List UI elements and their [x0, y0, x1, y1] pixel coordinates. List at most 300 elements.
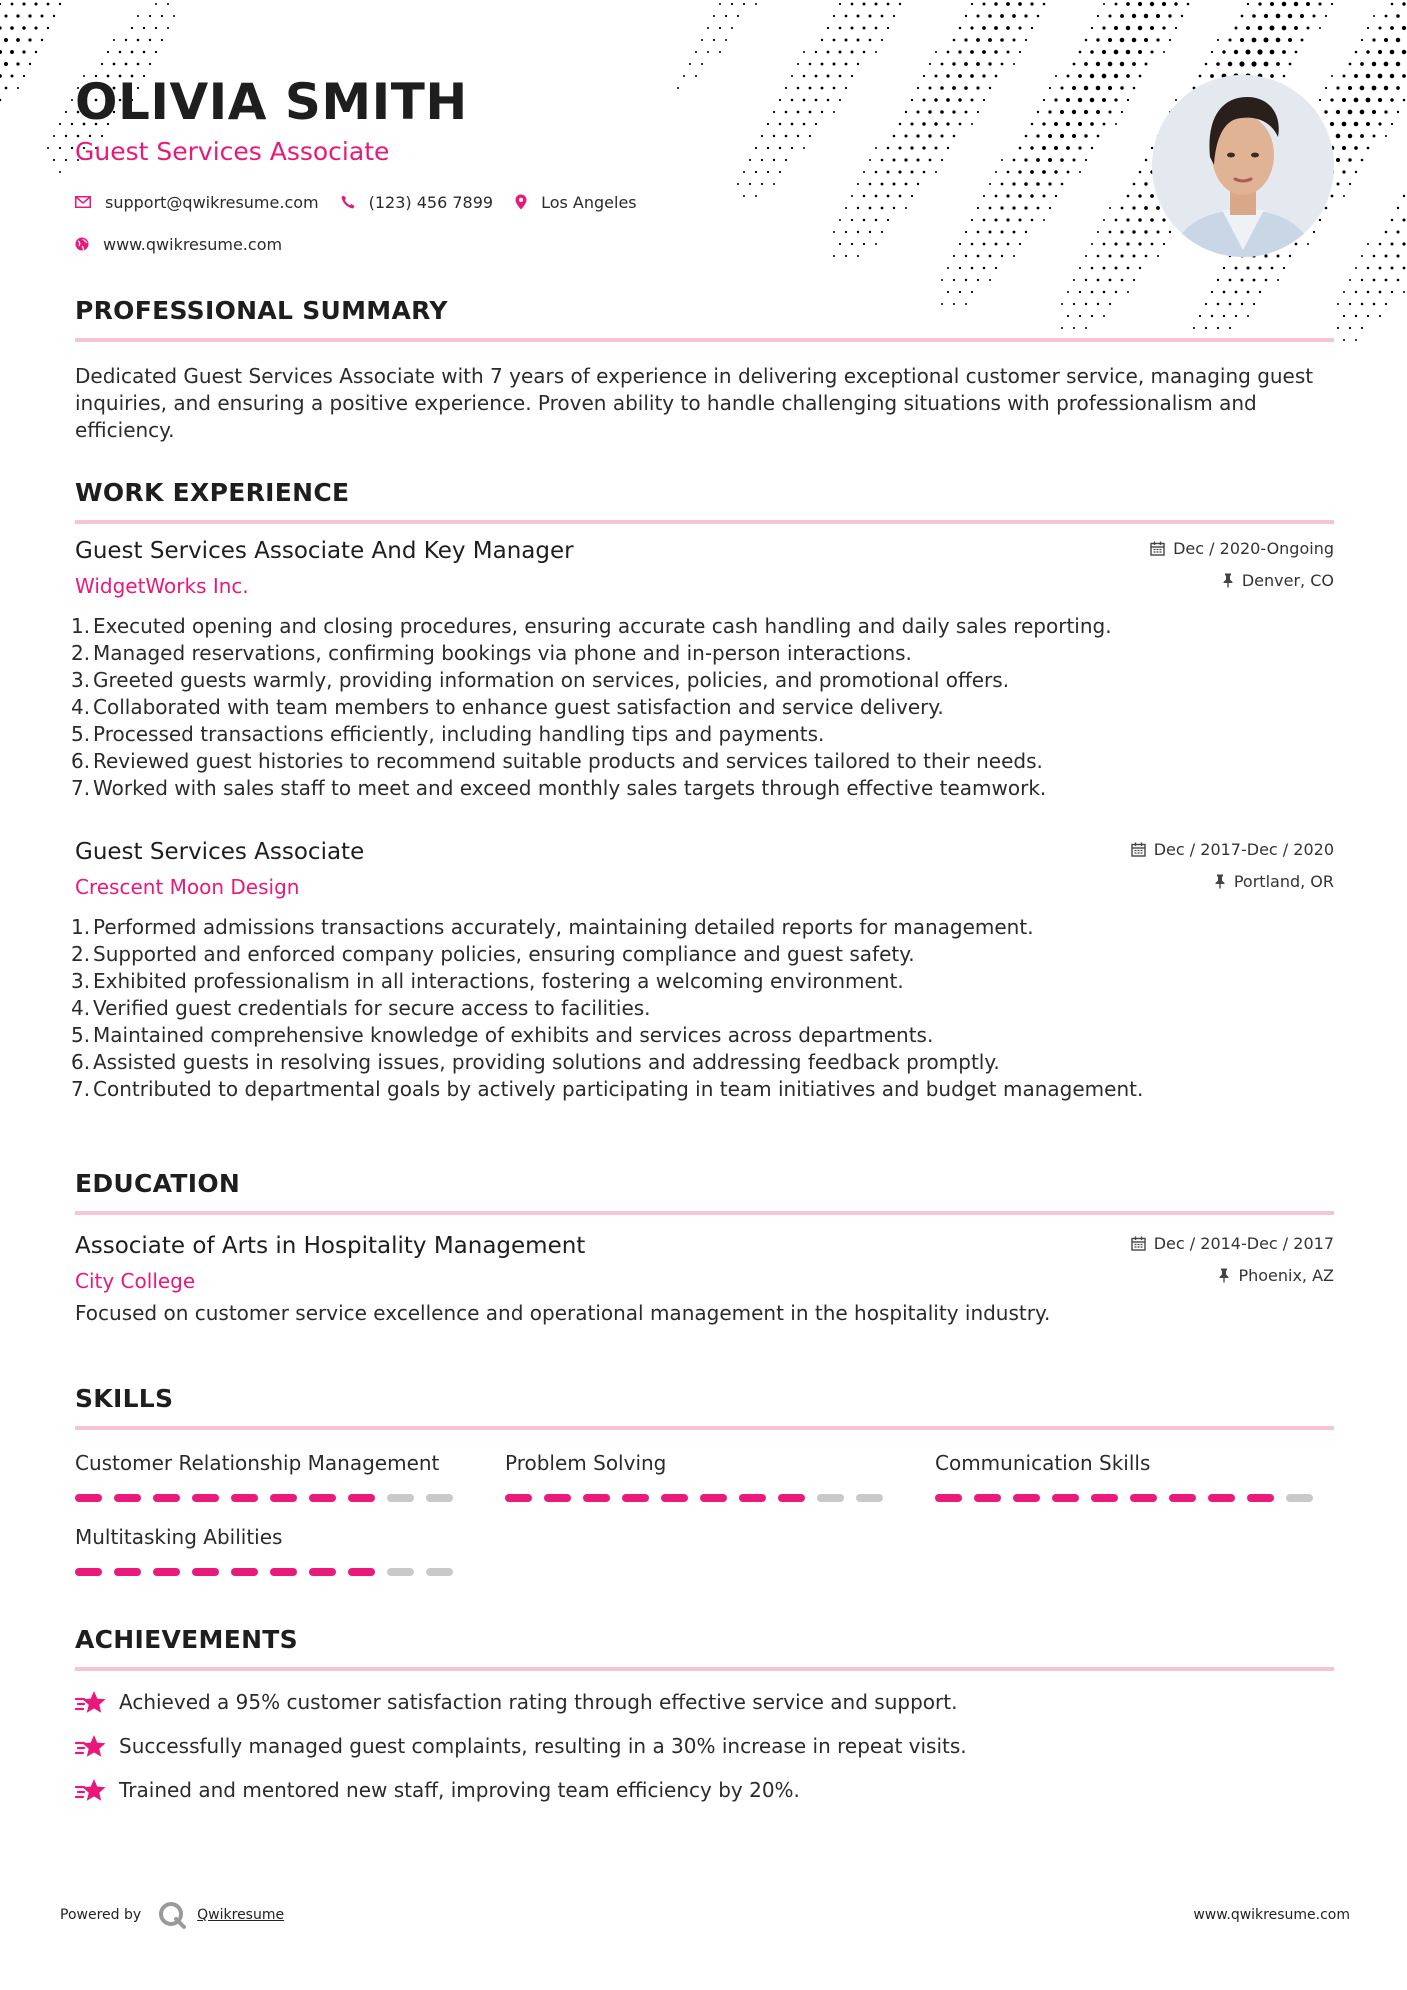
job-dates: Dec / 2020-Ongoing — [1173, 538, 1334, 558]
halftone-dot — [1132, 230, 1135, 233]
halftone-dot — [1133, 279, 1135, 281]
duty-text: Supported and enforced company policies, ensuring compliance and guest safety. — [93, 942, 915, 966]
halftone-dot — [1163, 243, 1165, 245]
halftone-dot — [982, 26, 986, 30]
skills-grid — [75, 1450, 1334, 1576]
halftone-dot — [1120, 254, 1123, 257]
halftone-dot — [41, 15, 44, 18]
duty-item — [71, 995, 1334, 1022]
halftone-dot — [1402, 50, 1406, 54]
duty-item — [71, 1049, 1334, 1076]
halftone-dot — [1139, 267, 1141, 269]
qwikresume-logo-icon — [157, 1900, 187, 1930]
halftone-dot — [1211, 51, 1213, 53]
website-text: www.qwikresume.com — [103, 234, 283, 254]
halftone-dot — [1337, 327, 1339, 329]
halftone-dot — [707, 27, 709, 29]
halftone-dot — [1397, 207, 1399, 209]
halftone-dot — [119, 51, 122, 54]
halftone-dot — [1360, 86, 1365, 91]
halftone-dot — [1031, 27, 1033, 29]
halftone-dot — [1294, 26, 1298, 30]
halftone-dot — [965, 279, 967, 281]
halftone-dot — [1252, 38, 1257, 43]
halftone-dot — [0, 26, 2, 29]
halftone-dot — [1114, 50, 1119, 55]
halftone-dot — [1288, 38, 1292, 42]
halftone-dot — [59, 171, 61, 173]
halftone-dot — [0, 50, 2, 54]
halftone-dot — [16, 38, 20, 42]
halftone-dot — [1030, 2, 1033, 5]
halftone-dot — [1150, 26, 1154, 30]
education-entry — [75, 1231, 1334, 1327]
skill-level-segment — [974, 1494, 1001, 1502]
halftone-dot — [125, 63, 128, 66]
duty-number: 1. — [71, 614, 91, 638]
skill-level-segment — [700, 1494, 727, 1502]
halftone-dot — [1097, 135, 1100, 138]
halftone-dot — [701, 39, 703, 41]
halftone-dot — [839, 3, 841, 5]
halftone-dot — [1097, 279, 1100, 282]
halftone-dot — [1282, 50, 1286, 54]
halftone-dot — [1127, 291, 1129, 293]
halftone-dot — [1001, 63, 1004, 66]
halftone-dot — [1114, 74, 1118, 78]
halftone-dot — [833, 63, 836, 66]
halftone-dot — [167, 27, 169, 29]
halftone-dot — [1372, 110, 1376, 114]
halftone-dot — [1361, 327, 1363, 329]
globe-icon — [75, 237, 89, 251]
job-dates: Dec / 2017-Dec / 2020 — [1153, 839, 1334, 859]
halftone-dot — [149, 63, 151, 65]
halftone-dot — [959, 291, 961, 293]
halftone-dot — [1138, 218, 1142, 222]
halftone-dot — [875, 3, 878, 6]
halftone-dot — [65, 135, 67, 137]
halftone-dot — [1169, 231, 1171, 233]
halftone-dot — [1282, 2, 1287, 7]
skill-level-bar — [75, 1568, 505, 1576]
duty-number: 2. — [71, 942, 91, 966]
halftone-dot — [1211, 291, 1213, 293]
halftone-dot — [1355, 339, 1357, 341]
skill-level-bar — [75, 1494, 505, 1502]
skill-level-segment — [270, 1568, 297, 1576]
halftone-dot — [1319, 27, 1321, 29]
skill-level-segment — [426, 1494, 453, 1502]
duty-item — [71, 667, 1334, 694]
halftone-dot — [947, 291, 949, 293]
halftone-dot — [1349, 303, 1351, 305]
duty-number: 6. — [71, 1050, 91, 1074]
duty-text: Reviewed guest histories to recommend suitable products and services tailored to their needs. — [93, 749, 1043, 773]
halftone-dot — [5, 87, 8, 90]
skill-level-segment — [739, 1494, 766, 1502]
halftone-dot — [1403, 99, 1406, 102]
candidate-title: Guest Services Associate — [75, 137, 390, 166]
halftone-dot — [1102, 74, 1107, 79]
skill-level-segment — [856, 1494, 883, 1502]
halftone-dot — [1348, 110, 1353, 115]
achievements-heading: ACHIEVEMENTS — [75, 1625, 298, 1654]
halftone-dot — [1115, 123, 1117, 125]
halftone-dot — [1109, 279, 1112, 282]
halftone-dot — [971, 3, 973, 5]
halftone-dot — [1348, 158, 1351, 161]
halftone-dot — [1245, 49, 1250, 54]
halftone-dot — [1210, 74, 1214, 78]
halftone-dot — [1396, 14, 1400, 18]
halftone-dot — [994, 26, 998, 30]
halftone-dot — [821, 63, 824, 66]
skill-level-segment — [75, 1494, 102, 1502]
halftone-dot — [1337, 303, 1339, 305]
halftone-dot — [851, 27, 854, 30]
skill-level-segment — [348, 1494, 375, 1502]
achievement-item — [75, 1777, 1334, 1804]
halftone-dot — [1079, 171, 1081, 173]
halftone-dot — [28, 38, 31, 41]
achievement-item — [75, 1689, 1334, 1716]
halftone-dot — [1150, 50, 1153, 53]
skill-item — [935, 1450, 1334, 1502]
halftone-dot — [34, 26, 37, 29]
halftone-dot — [1151, 243, 1154, 246]
halftone-dot — [1144, 230, 1147, 233]
halftone-dot — [1246, 266, 1249, 269]
brand-link[interactable]: Qwikresume — [197, 1907, 285, 1923]
halftone-dot — [143, 27, 145, 29]
contact-email[interactable] — [75, 193, 319, 212]
halftone-dot — [1126, 218, 1129, 221]
halftone-dot — [1018, 2, 1022, 6]
halftone-dot — [845, 63, 848, 66]
halftone-dot — [1084, 86, 1088, 90]
halftone-dot — [1019, 51, 1021, 53]
skill-level-segment — [622, 1494, 649, 1502]
halftone-dot — [34, 2, 37, 5]
halftone-dot — [17, 87, 19, 89]
skill-level-segment — [661, 1494, 688, 1502]
pushpin-icon — [1218, 1268, 1230, 1283]
halftone-dot — [1396, 254, 1399, 257]
halftone-dot — [1265, 279, 1268, 282]
halftone-dot — [970, 26, 973, 29]
halftone-dot — [1385, 255, 1388, 258]
halftone-dot — [875, 51, 877, 53]
halftone-dot — [1271, 267, 1274, 270]
halftone-dot — [1259, 291, 1261, 293]
halftone-dot — [827, 27, 829, 29]
halftone-dot — [107, 51, 109, 53]
halftone-dot — [1097, 231, 1099, 233]
education-location: Phoenix, AZ — [1238, 1265, 1334, 1285]
halftone-dot — [899, 3, 901, 5]
halftone-dot — [976, 62, 980, 66]
halftone-dot — [1079, 51, 1082, 54]
contact-website[interactable] — [75, 235, 282, 254]
halftone-dot — [1276, 62, 1280, 66]
halftone-dot — [1091, 147, 1093, 149]
duty-item — [71, 968, 1334, 995]
halftone-dot — [1355, 315, 1357, 317]
halftone-dot — [1126, 26, 1131, 31]
halftone-dot — [1385, 135, 1387, 137]
halftone-dot — [1073, 279, 1075, 281]
halftone-dot — [965, 15, 967, 17]
halftone-dot — [1000, 14, 1004, 18]
footer-website[interactable]: www.qwikresume.com — [1193, 1907, 1350, 1923]
duty-item — [71, 914, 1334, 941]
halftone-dot — [1018, 26, 1021, 29]
section-divider — [75, 1211, 1334, 1215]
halftone-dot — [1349, 63, 1352, 66]
halftone-dot — [65, 159, 67, 161]
halftone-dot — [893, 15, 895, 17]
halftone-dot — [1301, 39, 1304, 42]
achievement-item — [75, 1733, 1334, 1760]
halftone-dot — [4, 62, 8, 66]
halftone-dot — [1109, 207, 1111, 209]
halftone-dot — [1132, 14, 1136, 18]
halftone-dot — [1108, 38, 1112, 42]
halftone-dot — [976, 14, 979, 17]
halftone-dot — [1138, 2, 1142, 6]
halftone-dot — [1361, 303, 1364, 306]
halftone-dot — [1319, 99, 1321, 101]
halftone-dot — [1379, 291, 1382, 294]
duty-text: Performed admissions transactions accurately, maintaining detailed reports for management. — [93, 915, 1034, 939]
halftone-dot — [161, 39, 163, 41]
duty-text: Assisted guests in resolving issues, providing solutions and addressing feedback promptly. — [93, 1050, 1000, 1074]
halftone-dot — [1282, 26, 1287, 31]
contact-row — [75, 190, 1075, 214]
halftone-dot — [35, 51, 37, 53]
halftone-dot — [131, 27, 133, 29]
halftone-dot — [1343, 75, 1346, 78]
pushpin-icon — [1214, 874, 1226, 889]
duty-number: 7. — [71, 776, 91, 800]
halftone-dot — [1235, 27, 1238, 30]
halftone-dot — [155, 27, 157, 29]
duty-text: Collaborated with team members to enhance guest satisfaction and service delivery. — [93, 695, 944, 719]
halftone-dot — [1342, 146, 1346, 150]
halftone-dot — [1120, 230, 1123, 233]
halftone-dot — [71, 99, 73, 101]
halftone-dot — [941, 63, 944, 66]
job-entry — [71, 837, 1334, 1103]
halftone-dot — [803, 51, 805, 53]
halftone-dot — [1216, 62, 1220, 66]
halftone-dot — [1264, 14, 1268, 18]
powered-by — [60, 1900, 284, 1930]
halftone-dot — [1181, 15, 1183, 17]
halftone-dot — [4, 38, 8, 42]
profile-photo — [1152, 75, 1334, 257]
halftone-dot — [1108, 86, 1112, 90]
halftone-dot — [1162, 2, 1166, 6]
halftone-dot — [1103, 291, 1106, 294]
halftone-dot — [1331, 3, 1333, 5]
halftone-dot — [719, 27, 721, 29]
halftone-dot — [1223, 291, 1226, 294]
halftone-dot — [994, 50, 998, 54]
skill-level-segment — [1130, 1494, 1157, 1502]
halftone-dot — [1366, 50, 1370, 54]
halftone-dot — [1144, 206, 1148, 210]
halftone-dot — [1150, 218, 1154, 222]
halftone-dot — [1397, 111, 1399, 113]
halftone-dot — [1295, 51, 1298, 54]
halftone-dot — [1336, 158, 1340, 162]
halftone-dot — [1127, 195, 1130, 198]
contact-phone[interactable] — [341, 193, 493, 212]
star-icon — [75, 1778, 107, 1804]
halftone-dot — [1276, 38, 1281, 43]
contact-row-website — [75, 232, 1075, 256]
halftone-dot — [1240, 38, 1244, 42]
skill-level-segment — [114, 1494, 141, 1502]
halftone-dot — [71, 147, 73, 149]
halftone-dot — [881, 39, 883, 41]
skill-level-bar — [935, 1494, 1334, 1502]
skill-level-segment — [309, 1494, 336, 1502]
halftone-dot — [1342, 170, 1345, 173]
halftone-dot — [719, 51, 721, 53]
summary-heading: PROFESSIONAL SUMMARY — [75, 296, 448, 325]
halftone-dot — [53, 135, 55, 137]
duty-text: Greeted guests warmly, providing information on services, policies, and promotional offers. — [93, 668, 1010, 692]
star-icon — [75, 1690, 107, 1716]
halftone-dot — [113, 39, 115, 41]
duty-list — [71, 914, 1334, 1103]
halftone-dot — [976, 38, 980, 42]
halftone-dot — [0, 74, 2, 78]
halftone-dot — [1277, 255, 1280, 258]
halftone-dot — [1126, 74, 1130, 78]
skills-section — [75, 1384, 1334, 1576]
halftone-dot — [1367, 315, 1369, 317]
halftone-dot — [1385, 231, 1388, 234]
halftone-dot — [1384, 86, 1388, 90]
halftone-dot — [1306, 2, 1310, 6]
halftone-dot — [839, 27, 842, 30]
halftone-dot — [1138, 242, 1141, 245]
job-meta — [1150, 536, 1334, 592]
halftone-dot — [1402, 74, 1406, 78]
halftone-dot — [1103, 219, 1105, 221]
halftone-dot — [983, 267, 986, 270]
skill-level-segment — [192, 1568, 219, 1576]
halftone-dot — [1257, 49, 1262, 54]
pushpin-icon — [1222, 573, 1234, 588]
halftone-dot — [1162, 218, 1165, 221]
halftone-dot — [1132, 62, 1136, 66]
halftone-dot — [1373, 15, 1375, 17]
skill-level-segment — [387, 1494, 414, 1502]
halftone-dot — [833, 15, 835, 17]
experience-section — [75, 478, 1334, 524]
halftone-dot — [857, 15, 860, 18]
halftone-dot — [713, 15, 715, 17]
halftone-dot — [1247, 3, 1249, 5]
halftone-dot — [1175, 27, 1177, 29]
halftone-dot — [1354, 74, 1358, 78]
halftone-dot — [1138, 194, 1141, 197]
halftone-dot — [1348, 86, 1352, 90]
halftone-dot — [797, 63, 799, 65]
duty-number: 3. — [71, 668, 91, 692]
halftone-dot — [1372, 38, 1375, 41]
halftone-dot — [1079, 291, 1081, 293]
skill-level-segment — [387, 1568, 414, 1576]
halftone-dot — [1270, 2, 1274, 6]
halftone-dot — [1096, 38, 1099, 41]
halftone-dot — [983, 3, 986, 6]
halftone-dot — [1378, 74, 1383, 79]
halftone-dot — [1366, 122, 1370, 126]
halftone-dot — [1270, 50, 1275, 55]
halftone-dot — [155, 3, 157, 5]
halftone-dot — [1391, 243, 1394, 246]
halftone-dot — [1157, 255, 1159, 257]
halftone-dot — [1366, 98, 1371, 103]
halftone-dot — [1114, 242, 1117, 245]
skill-name: Customer Relationship Management — [75, 1451, 440, 1475]
achievement-text: Trained and mentored new staff, improving team efficiency by 20%. — [119, 1778, 800, 1802]
halftone-dot — [869, 39, 872, 42]
section-divider — [75, 338, 1334, 342]
duty-text: Executed opening and closing procedures, ensuring accurate cash handling and daily sales reporting. — [93, 614, 1112, 638]
halftone-dot — [1264, 254, 1267, 257]
halftone-dot — [1337, 183, 1340, 186]
halftone-dot — [1120, 62, 1124, 66]
email-text: support@qwikresume.com — [105, 192, 319, 212]
halftone-dot — [1126, 50, 1131, 55]
halftone-dot — [1252, 14, 1256, 18]
education-heading: EDUCATION — [75, 1169, 241, 1198]
halftone-dot — [1012, 14, 1016, 18]
skill-level-segment — [1052, 1494, 1079, 1502]
halftone-dot — [1391, 291, 1393, 293]
skill-level-segment — [1247, 1494, 1274, 1502]
halftone-dot — [101, 63, 103, 65]
halftone-dot — [869, 15, 872, 18]
duty-item — [71, 694, 1334, 721]
section-divider — [75, 1667, 1334, 1671]
halftone-dot — [1132, 206, 1135, 209]
halftone-dot — [1025, 39, 1027, 41]
halftone-dot — [1343, 291, 1345, 293]
duty-number: 3. — [71, 969, 91, 993]
halftone-dot — [1367, 291, 1370, 294]
halftone-dot — [1199, 75, 1202, 78]
halftone-dot — [1067, 291, 1069, 293]
halftone-dot — [952, 62, 955, 65]
halftone-dot — [23, 75, 25, 77]
halftone-dot — [1372, 86, 1377, 91]
halftone-dot — [1289, 255, 1291, 257]
duty-item — [71, 1022, 1334, 1049]
halftone-dot — [1109, 255, 1112, 258]
halftone-dot — [977, 279, 979, 281]
halftone-dot — [1378, 26, 1381, 29]
halftone-dot — [725, 39, 727, 41]
halftone-dot — [16, 62, 19, 65]
